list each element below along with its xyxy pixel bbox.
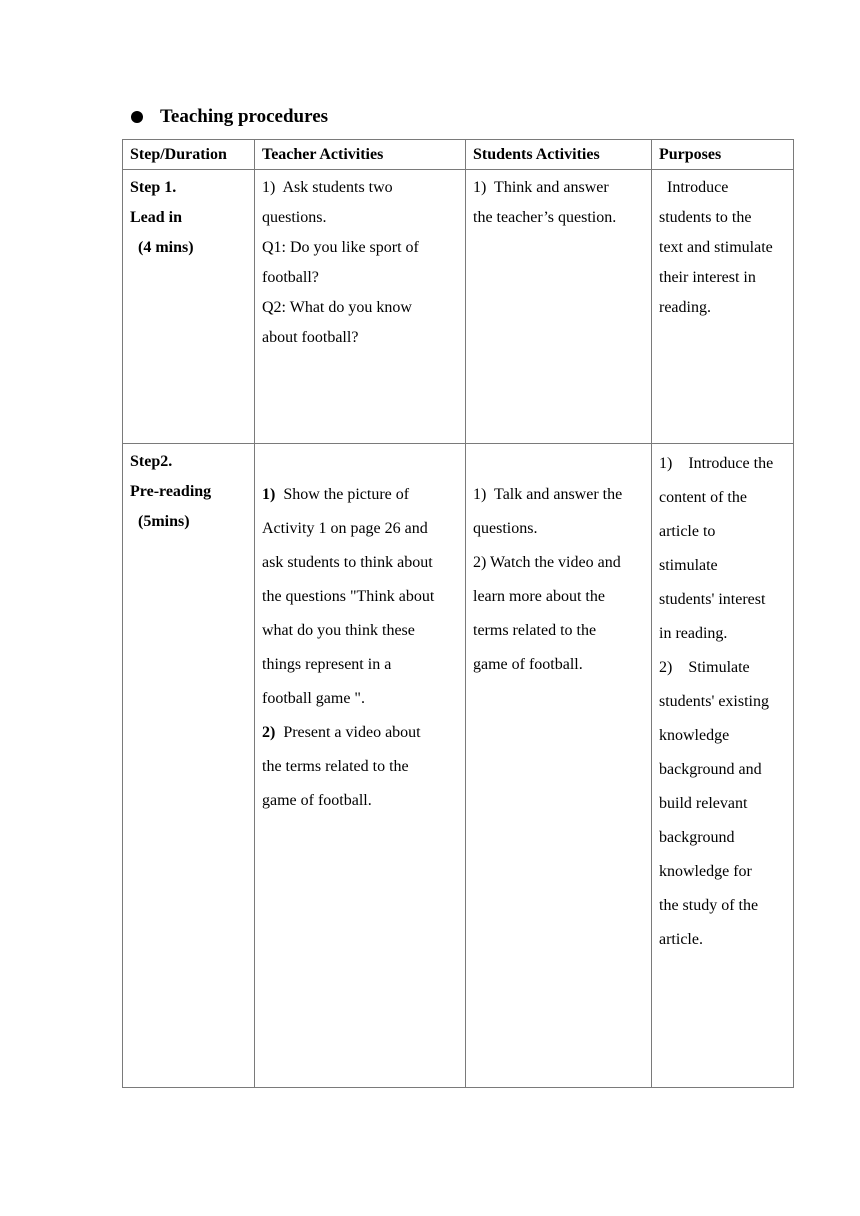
text-line: football game ". bbox=[262, 690, 365, 707]
text-line: learn more about the bbox=[473, 588, 605, 605]
text-line: knowledge bbox=[659, 727, 730, 744]
procedures-table bbox=[122, 139, 794, 1088]
bullet-icon bbox=[131, 111, 143, 123]
text-line: questions. bbox=[262, 209, 327, 226]
header-students: Students Activities bbox=[466, 140, 652, 170]
teacher-item-1 bbox=[262, 478, 458, 512]
text-line: Present a video about bbox=[275, 724, 421, 741]
text-line: Activity 1 on page 26 and bbox=[262, 520, 428, 537]
text-line: students to the bbox=[659, 209, 752, 226]
heading-title: Teaching procedures bbox=[160, 106, 329, 127]
section-heading bbox=[131, 103, 328, 131]
text-line: 2) Stimulate bbox=[659, 659, 750, 676]
cell-step bbox=[123, 444, 255, 1088]
text-line: 1) Talk and answer the bbox=[473, 486, 623, 503]
text-line: terms related to the bbox=[473, 622, 597, 639]
cell-step bbox=[123, 170, 255, 444]
text-line: students' existing bbox=[659, 693, 769, 710]
text-line: 2) Watch the video and bbox=[473, 554, 621, 571]
text-line: 1) Think and answer bbox=[473, 179, 609, 196]
text-line: Q2: What do you know bbox=[262, 299, 412, 316]
text-line: text and stimulate bbox=[659, 239, 773, 256]
text-line: background bbox=[659, 829, 735, 846]
text-line: students' interest bbox=[659, 591, 766, 608]
cell-purposes bbox=[652, 444, 794, 1088]
text-line: background and bbox=[659, 761, 762, 778]
step-duration: (4 mins) bbox=[130, 239, 194, 256]
header-step: Step/Duration bbox=[123, 140, 255, 170]
text-line: game of football. bbox=[262, 792, 372, 809]
item-number: 2) bbox=[262, 724, 276, 741]
text-line: Q1: Do you like sport of bbox=[262, 239, 419, 256]
table-header-row bbox=[123, 140, 794, 170]
text-line: build relevant bbox=[659, 795, 748, 812]
text-line: about football? bbox=[262, 329, 359, 346]
cell-students bbox=[466, 444, 652, 1088]
text-line: their interest in bbox=[659, 269, 756, 286]
step-name: Pre-reading bbox=[130, 483, 212, 500]
text-line: article to bbox=[659, 523, 716, 540]
text-line: football? bbox=[262, 269, 319, 286]
step-label: Step 1. bbox=[130, 179, 177, 196]
table-row bbox=[123, 170, 794, 444]
text-line: the terms related to the bbox=[262, 758, 409, 775]
text-line: 1) Ask students two bbox=[262, 179, 393, 196]
item-number: 1) bbox=[262, 486, 276, 503]
teacher-item-2 bbox=[262, 716, 458, 750]
cell-teacher bbox=[255, 170, 466, 444]
text-line: in reading. bbox=[659, 625, 728, 642]
text-line: ask students to think about bbox=[262, 554, 433, 571]
text-line: stimulate bbox=[659, 557, 718, 574]
text-line: content of the bbox=[659, 489, 747, 506]
text-line: reading. bbox=[659, 299, 711, 316]
text-line: Introduce bbox=[659, 179, 729, 196]
text-line: what do you think these bbox=[262, 622, 415, 639]
text-line: questions. bbox=[473, 520, 538, 537]
table-row bbox=[123, 444, 794, 1088]
step-name: Lead in bbox=[130, 209, 183, 226]
text-line: the teacher’s question. bbox=[473, 209, 617, 226]
text-line: the questions "Think about bbox=[262, 588, 435, 605]
step-duration: (5mins) bbox=[130, 513, 190, 530]
header-purposes: Purposes bbox=[652, 140, 794, 170]
text-line: 1) Introduce the bbox=[659, 455, 774, 472]
step-label: Step2. bbox=[130, 453, 173, 470]
text-line: Show the picture of bbox=[275, 486, 410, 503]
header-teacher: Teacher Activities bbox=[255, 140, 466, 170]
text-line: the study of the bbox=[659, 897, 759, 914]
text-line: article. bbox=[659, 931, 703, 948]
cell-students bbox=[466, 170, 652, 444]
text-line: things represent in a bbox=[262, 656, 392, 673]
text-line: game of football. bbox=[473, 656, 583, 673]
cell-purposes bbox=[652, 170, 794, 444]
text-line: knowledge for bbox=[659, 863, 752, 880]
cell-teacher bbox=[255, 444, 466, 1088]
